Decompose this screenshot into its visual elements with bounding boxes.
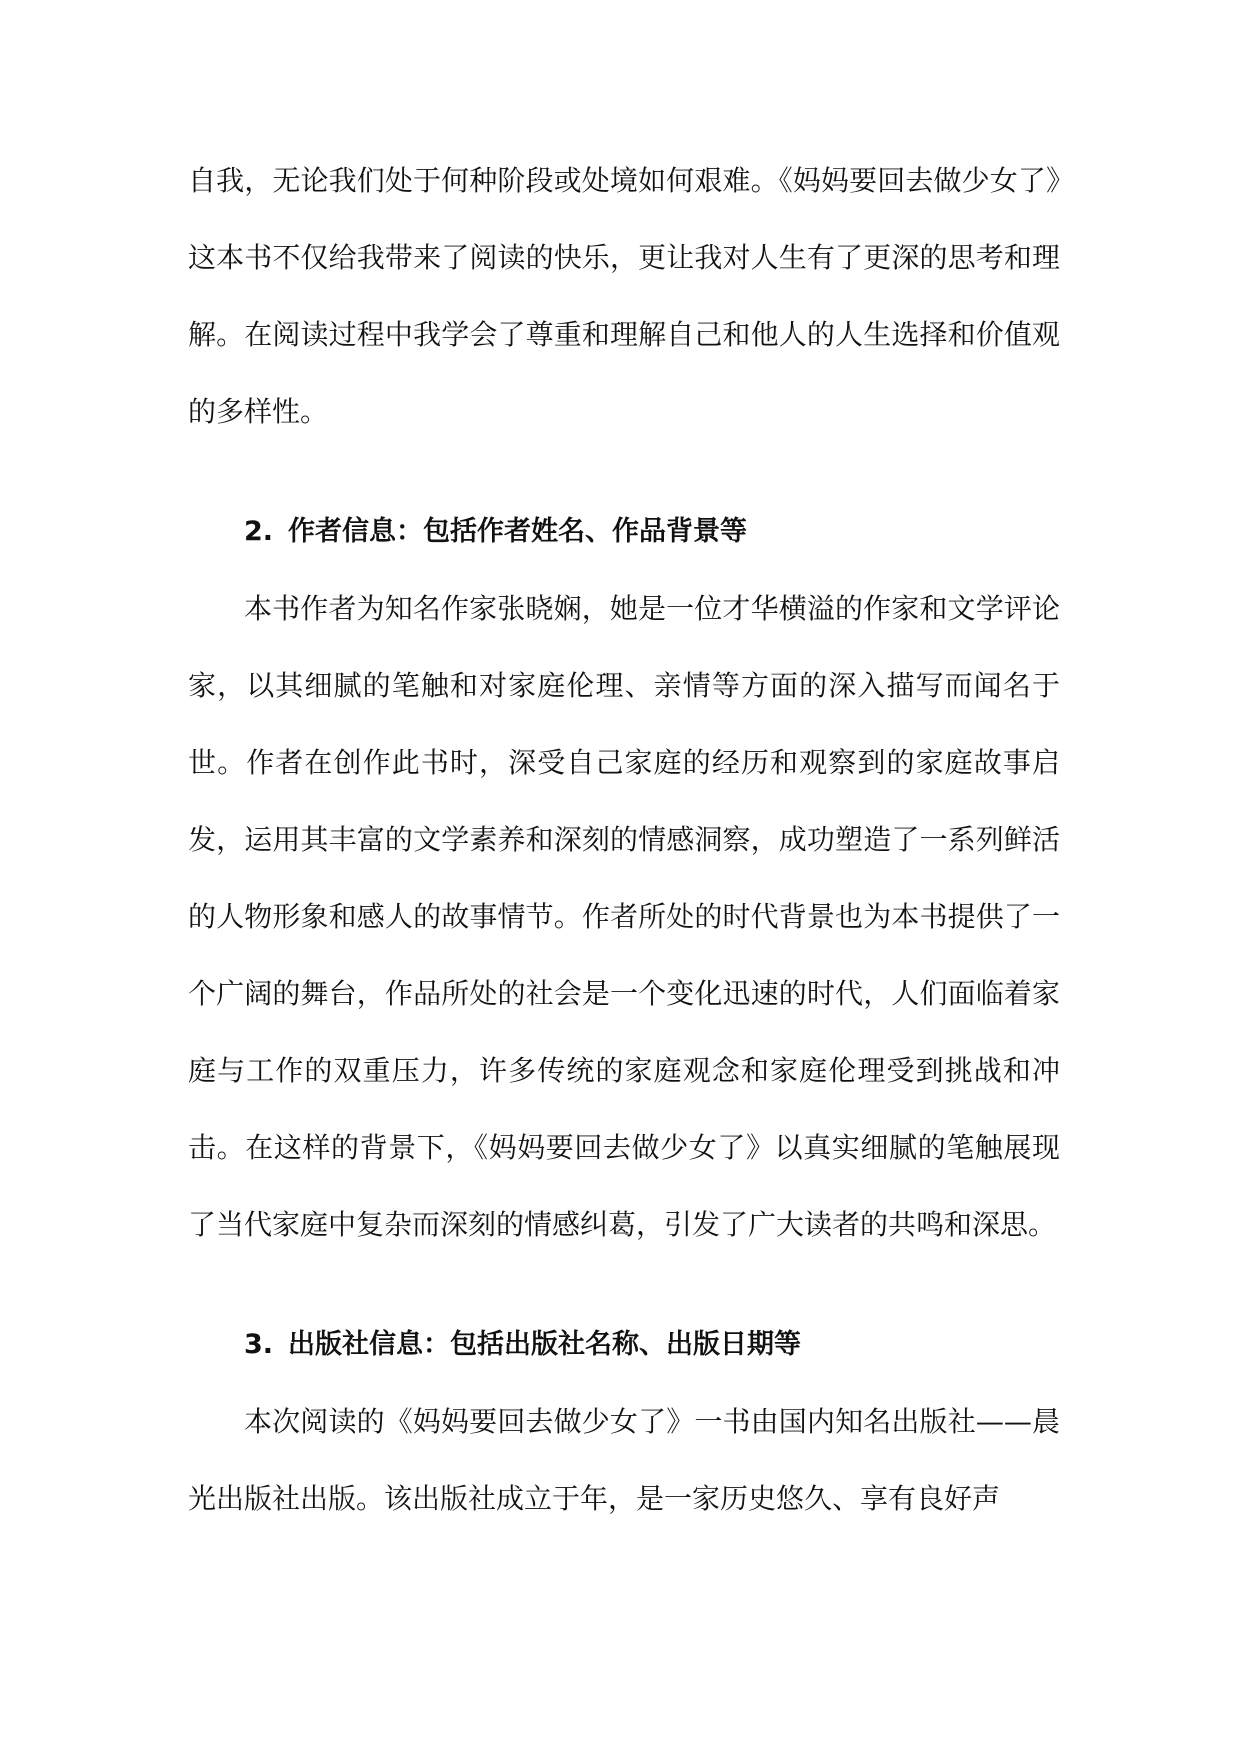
section-title: 出版社信息：包括出版社名称、出版日期等 (288, 1329, 801, 1360)
section-gap (188, 1263, 1060, 1306)
section-number: 2. (244, 516, 274, 547)
section-body-author: 本书作者为知名作家张晓娴，她是一位才华横溢的作家和文学评论家，以其细腻的笔触和对家庭伦理、亲情等方面的深入描写而闻名于世。作者在创作此书时，深受自己家庭的经历和观察到的家庭故事启发，运用其丰富的文学素养和深刻的情感洞察，成功塑造了一系列鲜活的人物形象和感人的故事情节。作者所处的时代背景也为本书提供了一个广阔的舞台，作品所处的社会是一个变化迅速的时代，人们面临着家庭与工作的双重压力，许多传统的家庭观念和家庭伦理受到挑战和冲击。在这样的背景下，《妈妈要回去做少女了》以真实细腻的笔触展现了当代家庭中复杂而深刻的情感纠葛，引发了广大读者的共鸣和深思。 (188, 592, 1060, 1241)
section-body-publisher: 本次阅读的《妈妈要回去做少女了》一书由国内知名出版社——晨光出版社出版。该出版社成立于年，是一家历史悠久、享有良好声 (188, 1405, 1060, 1515)
document-body (188, 142, 1060, 1537)
section-number: 3. (244, 1329, 274, 1360)
intro-paragraph: 自我，无论我们处于何种阶段或处境如何艰难。《妈妈要回去做少女了》这本书不仅给我带来了阅读的快乐，更让我对人生有了更深的思考和理解。在阅读过程中我学会了尊重和理解自己和他人的人生选择和价值观的多样性。 (188, 164, 1060, 428)
section-title: 作者信息：包括作者姓名、作品背景等 (288, 516, 747, 547)
section-heading-author (188, 493, 1060, 570)
section-gap (188, 450, 1060, 493)
section-heading-publisher (188, 1306, 1060, 1383)
